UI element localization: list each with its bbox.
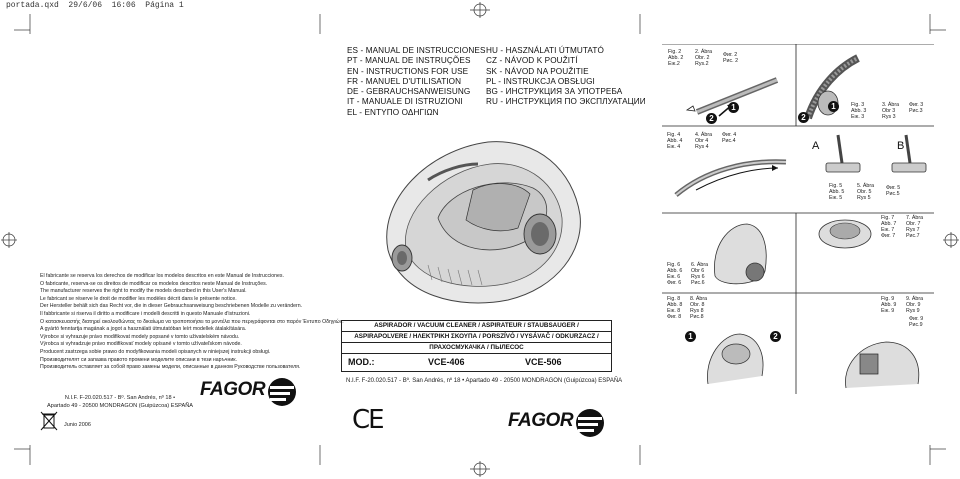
disclaimer-line: Производитель оставляет за собой право замены модели, описанные в данном Руководстве пользователя. <box>40 364 301 371</box>
figure-label-fig5: Fig. 5 Abb. 5 Εικ. 5 <box>829 183 845 201</box>
header-time: 16:06 <box>111 1 136 10</box>
language-item: PT - MANUAL DE INSTRUÇÕES <box>347 56 471 66</box>
language-item: RU - ИНСТРУКЦИЯ ПО ЭКСПЛУАТАЦИИ <box>486 97 646 107</box>
language-item: PL - INSTRUKCJA OBSŁUGI <box>486 76 595 86</box>
address-line: N.I.F. F-20.020.517 - Bº. San Andrés, nº 18 • <box>64 395 176 401</box>
product-type-line: ПРАХОСМУКАЧКА / ПЫЛЕСОС <box>342 343 611 354</box>
product-type-line: ASPIRADOR / VACUUM CLEANER / ASPIRATEUR / STAUBSAUGER / <box>342 321 611 332</box>
figure-label-fig2: 2. Ábra Obr. 2 Rys.2 <box>695 49 713 67</box>
disclaimer-line: Der Hersteller behält sich das Recht vor, die in dieser Gebrauchsanweisung beschriebenen Modelle zu verändern. <box>40 303 303 310</box>
step-badge: 2 <box>798 112 809 123</box>
step-badge: 1 <box>828 101 839 112</box>
fagor-emblem-icon <box>266 377 298 407</box>
nozzle-label-b: B <box>897 140 905 152</box>
language-item: BG - ИНСТРУКЦИЯ ЗА УПОТРЕБА <box>486 87 623 97</box>
figure-label-fig2: Фиг. 2 Рис. 2 <box>723 52 739 64</box>
language-item: EN - INSTRUCTIONS FOR USE <box>347 66 469 76</box>
figure-label-fig9: Fig. 9 Abb. 9 Εικ. 9 <box>881 296 897 314</box>
language-item: EL - ΕΝΤΥΠΟ ΟΔΗΓΙΩΝ <box>347 107 439 117</box>
figure-label-fig8: 8. Ábra Obr. 8 Rys 8 Рис.8 <box>690 296 708 320</box>
disclaimer-line: Производителят си запазва правото промени моделите описани в тези наръчник. <box>40 356 237 363</box>
fagor-logo-text: FAGOR <box>508 410 574 431</box>
manufacturer-disclaimer <box>40 273 344 372</box>
disclaimer-line: Výrobca si vyhradzuje právo modifikovať modely opísané v tomto užívateľskom návode. <box>40 341 242 348</box>
company-address <box>40 395 200 410</box>
filter-removal-illustration <box>700 324 772 388</box>
product-type-line: ASPIRAPOLVERE / ΗΛΕΚΤΡΙΚΗ ΣΚΟΥΠΑ / PORSZÍVÓ / VYSÁVAČ / ODKURZACZ / <box>342 332 611 343</box>
language-list-left <box>347 46 486 118</box>
nozzle-label-a: A <box>812 140 820 152</box>
figure-label-fig3: Fig. 3 Abb. 3 Εικ. 3 <box>851 102 867 120</box>
language-list-right <box>486 46 646 108</box>
figure-label-fig8: Fig. 8 Abb. 8 Εικ. 8 Фиг. 8 <box>667 296 683 320</box>
weee-bin-icon <box>40 410 58 432</box>
disclaimer-line: Le fabricant se réserve le droit de modifier les modèles décrit dans le présente notice. <box>40 295 237 302</box>
step-badge: 2 <box>770 331 781 342</box>
language-item: FR - MANUEL D'UTILISATION <box>347 76 462 86</box>
figure-label-fig7: 7. Ábra Obr. 7 Rys 7 Рис.7 <box>906 215 924 239</box>
header-file: portada.qxd <box>6 1 59 10</box>
telescopic-tube-illustration <box>666 150 796 206</box>
cord-rewind-illustration <box>816 214 874 250</box>
figure-label-fig3: 3. Ábra Obr 3 Rys 3 <box>882 102 900 120</box>
language-item: SK - NÁVOD NA POUŽITIE <box>486 66 589 76</box>
figure-label-fig4: 4. Ábra Obr 4 Rys 4 <box>695 132 713 150</box>
hose-connection-illustration <box>667 72 792 124</box>
model-number: VCE-406 <box>428 357 465 367</box>
company-address-front: N.I.F. F-20.020.517 - Bº. San Andrés, nº 18 • Apartado 49 - 20500 MONDRAGON (Guipúzcoa) ESPAÑA <box>346 378 623 384</box>
vacuum-cleaner-illustration <box>368 130 590 315</box>
step-badge: 1 <box>728 102 739 113</box>
figure-label-fig7: Fig. 7 Abb. 7 Εικ. 7 Фиг. 7 <box>881 215 897 239</box>
figure-label-fig2: Fig. 2 Abb. 2 Εικ.2 <box>668 49 684 67</box>
header-page: Página 1 <box>145 1 184 10</box>
publication-date: Junio 2006 <box>64 422 91 428</box>
dust-container-illustration <box>705 216 773 290</box>
model-number: VCE-506 <box>525 357 562 367</box>
language-item: HU - HASZNÁLATI ÚTMUTATÓ <box>486 46 604 55</box>
disclaimer-line: O fabricante, reserva-se os direitos de modificar os modelos descritos neste Manual de Instruções. <box>40 280 268 287</box>
figure-label-fig4: Fig. 4 Abb. 4 Εικ. 4 <box>667 132 683 150</box>
address-line: Apartado 49 - 20500 MONDRAGON (Guipúzcoa) ESPAÑA <box>46 402 194 409</box>
figure-label-fig5: 5. Ábra Obr. 5 Rys 5 <box>857 183 875 201</box>
disclaimer-line: Ο κατασκευαστής διατηρεί ακολουθώντας το δικαίωμα να τροποποιήσει τα μοντέλα που περιγράφονται στο παρόν Έντυπο Οδηγιών. <box>40 318 344 325</box>
fagor-logo-back <box>200 379 265 401</box>
language-item: ES - MANUAL DE INSTRUCCIONES <box>347 46 486 55</box>
model-row <box>342 354 611 371</box>
figure-label-fig9: 9. Ábra Obr. 9 Rys 9 <box>906 296 924 314</box>
language-item: CZ - NÁVOD K POUŽITÍ <box>486 56 578 66</box>
figure-label-fig9: Фиг. 9 Рис.9 <box>909 316 924 328</box>
disclaimer-line: Producent zastrzega sobie prawo do modyfikowania modeli opisanych w niniejszej instrukcji obsługi. <box>40 348 271 355</box>
figure-label-fig3: Фиг. 3 Рис.3 <box>909 102 924 114</box>
language-item: DE - GEBRAUCHSANWEISUNG <box>347 87 471 97</box>
model-label: MOD.: <box>348 357 375 367</box>
figure-label-fig6: Fig. 6 Abb. 6 Εικ. 6 Фиг. 6 <box>667 262 683 286</box>
disclaimer-line: Výrobce si vyhrazuje právo modifikovat modely popsané v tomto uživatelském návodu. <box>40 333 240 340</box>
disclaimer-line: The manufacturer reserves the right to modify the models described in this User's Manual. <box>40 288 247 295</box>
figure-label-fig4: Фиг. 4 Рис.4 <box>722 132 737 144</box>
product-type-box <box>341 320 612 372</box>
ce-mark: CE <box>352 405 383 435</box>
step-badge: 1 <box>685 331 696 342</box>
disclaimer-line: A gyártó fenntartja magának a jogot a használati útmutatóban leírt modellek átalakítására. <box>40 326 247 333</box>
fagor-logo-text: FAGOR <box>200 379 266 400</box>
figure-label-fig6: 6. Ábra Obr 6 Rys 6 Рис.6 <box>691 262 709 286</box>
disclaimer-line: Il fabbricante si riserva il diritto a modificare i modelli descritti in questo Manuale d'istruzioni. <box>40 310 251 317</box>
step-badge: 2 <box>706 113 717 124</box>
exhaust-filter-illustration <box>836 330 926 392</box>
language-item: IT - MANUALE DI ISTRUZIONI <box>347 97 463 107</box>
fagor-emblem-icon <box>574 408 606 438</box>
figure-label-fig5: Фиг. 5 Рис.5 <box>886 185 901 197</box>
fagor-logo-front <box>508 410 573 432</box>
floor-nozzle-illustration <box>822 133 932 183</box>
disclaimer-line: El fabricante se reserva los derechos de modificar los modelos descritos en este Manual de Instrucciones. <box>40 273 284 279</box>
header-date: 29/6/06 <box>68 1 103 10</box>
